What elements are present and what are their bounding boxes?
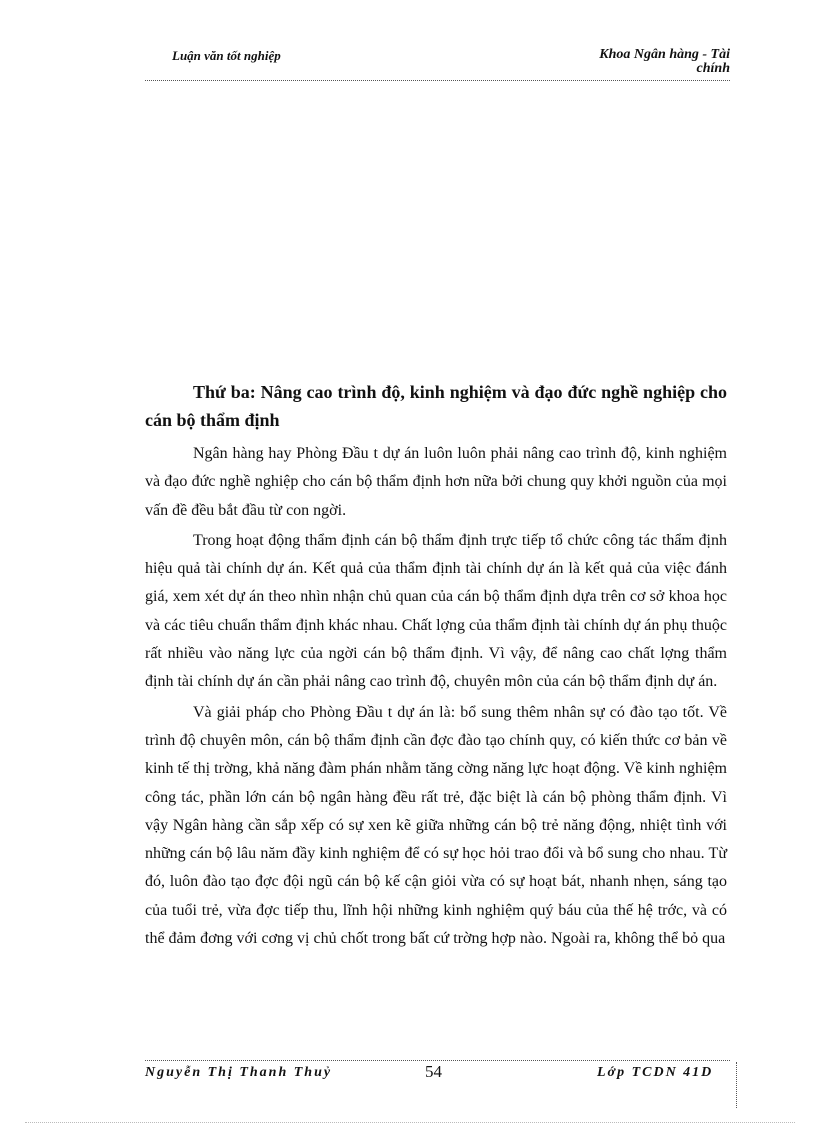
paragraph-3: Và giải pháp cho Phòng Đầu t dự án là: bổ sung thêm nhân sự có đào tạo tốt. Về trình độ chuyên môn, cán bộ thẩm định cần đợc đào tạo chính quy, có kiến thức cơ bản về kinh tế thị trờng, khả năng đàm phán nhằm tăng cờng năng lực hoạt động. Về kinh nghiệm công tác, phần lớn cán bộ ngân hàng đều rất trẻ, đặc biệt là cán bộ phòng thẩm định. Vì vậy Ngân hàng cần sắp xếp có sự xen kẽ giữa những cán bộ trẻ năng động, nhiệt tình với những cán bộ lâu năm đầy kinh nghiệm để có sự học hỏi trao đổi và bổ sung cho nhau. Từ đó, luôn đào tạo đợc đội ngũ cán bộ kế cận giỏi vừa có sự hoạt bát, nhanh nhẹn, sáng tạo của tuổi trẻ, vừa đợc tiếp thu, lĩnh hội những kinh nghiệm quý báu của thế hệ trớc, và có thể đảm đơng với cơng vị chủ chốt trong bất cứ trờng hợp nào. Ngoài ra, không thể bỏ qua xyxy=(145,703,727,948)
footer-class: Lớp TCDN 41D xyxy=(597,1065,714,1080)
header-faculty-line2: chính xyxy=(696,61,730,76)
header-thesis-label: Luận văn tốt nghiệp xyxy=(172,48,281,63)
page-body xyxy=(145,378,727,955)
paragraph-1: Ngân hàng hay Phòng Đầu t dự án luôn luôn phải nâng cao trình độ, kinh nghiệm và đạo đức nghề nghiệp cho cán bộ thẩm định hơn nữa bởi chung quy khởi nguồn của mọi vấn đề đều bắt đầu từ con ngời. xyxy=(145,445,727,519)
footer-corner-line xyxy=(736,1062,737,1108)
header-faculty-line1: Khoa Ngân hàng - Tài xyxy=(599,47,730,62)
page-number: 54 xyxy=(425,1062,442,1081)
footer-author: Nguyễn Thị Thanh Thuỷ xyxy=(145,1065,333,1080)
header-faculty-label xyxy=(530,48,730,76)
paragraph-2: Trong hoạt động thẩm định cán bộ thẩm định trực tiếp tổ chức công tác thẩm định hiệu quả tài chính dự án. Kết quả của thẩm định tài chính dự án là kết quả của việc đánh giá, xem xét dự án theo nhìn nhận chủ quan của cán bộ thẩm định dựa trên cơ sở khoa học và các tiêu chuẩn thẩm định khác nhau. Chất lợng của thẩm định tài chính dự án phụ thuộc rất nhiều vào năng lực của ngời cán bộ thẩm định. Vì vậy, để nâng cao chất lợng thẩm định tài chính dự án cần phải nâng cao trình độ, chuyên môn của cán bộ thẩm định dự án. xyxy=(145,531,727,691)
section-heading: Thứ ba: Nâng cao trình độ, kinh nghiệm và đạo đức nghề nghiệp cho cán bộ thẩm định xyxy=(145,382,727,430)
footer-divider xyxy=(145,1060,730,1061)
header-divider xyxy=(145,80,730,81)
